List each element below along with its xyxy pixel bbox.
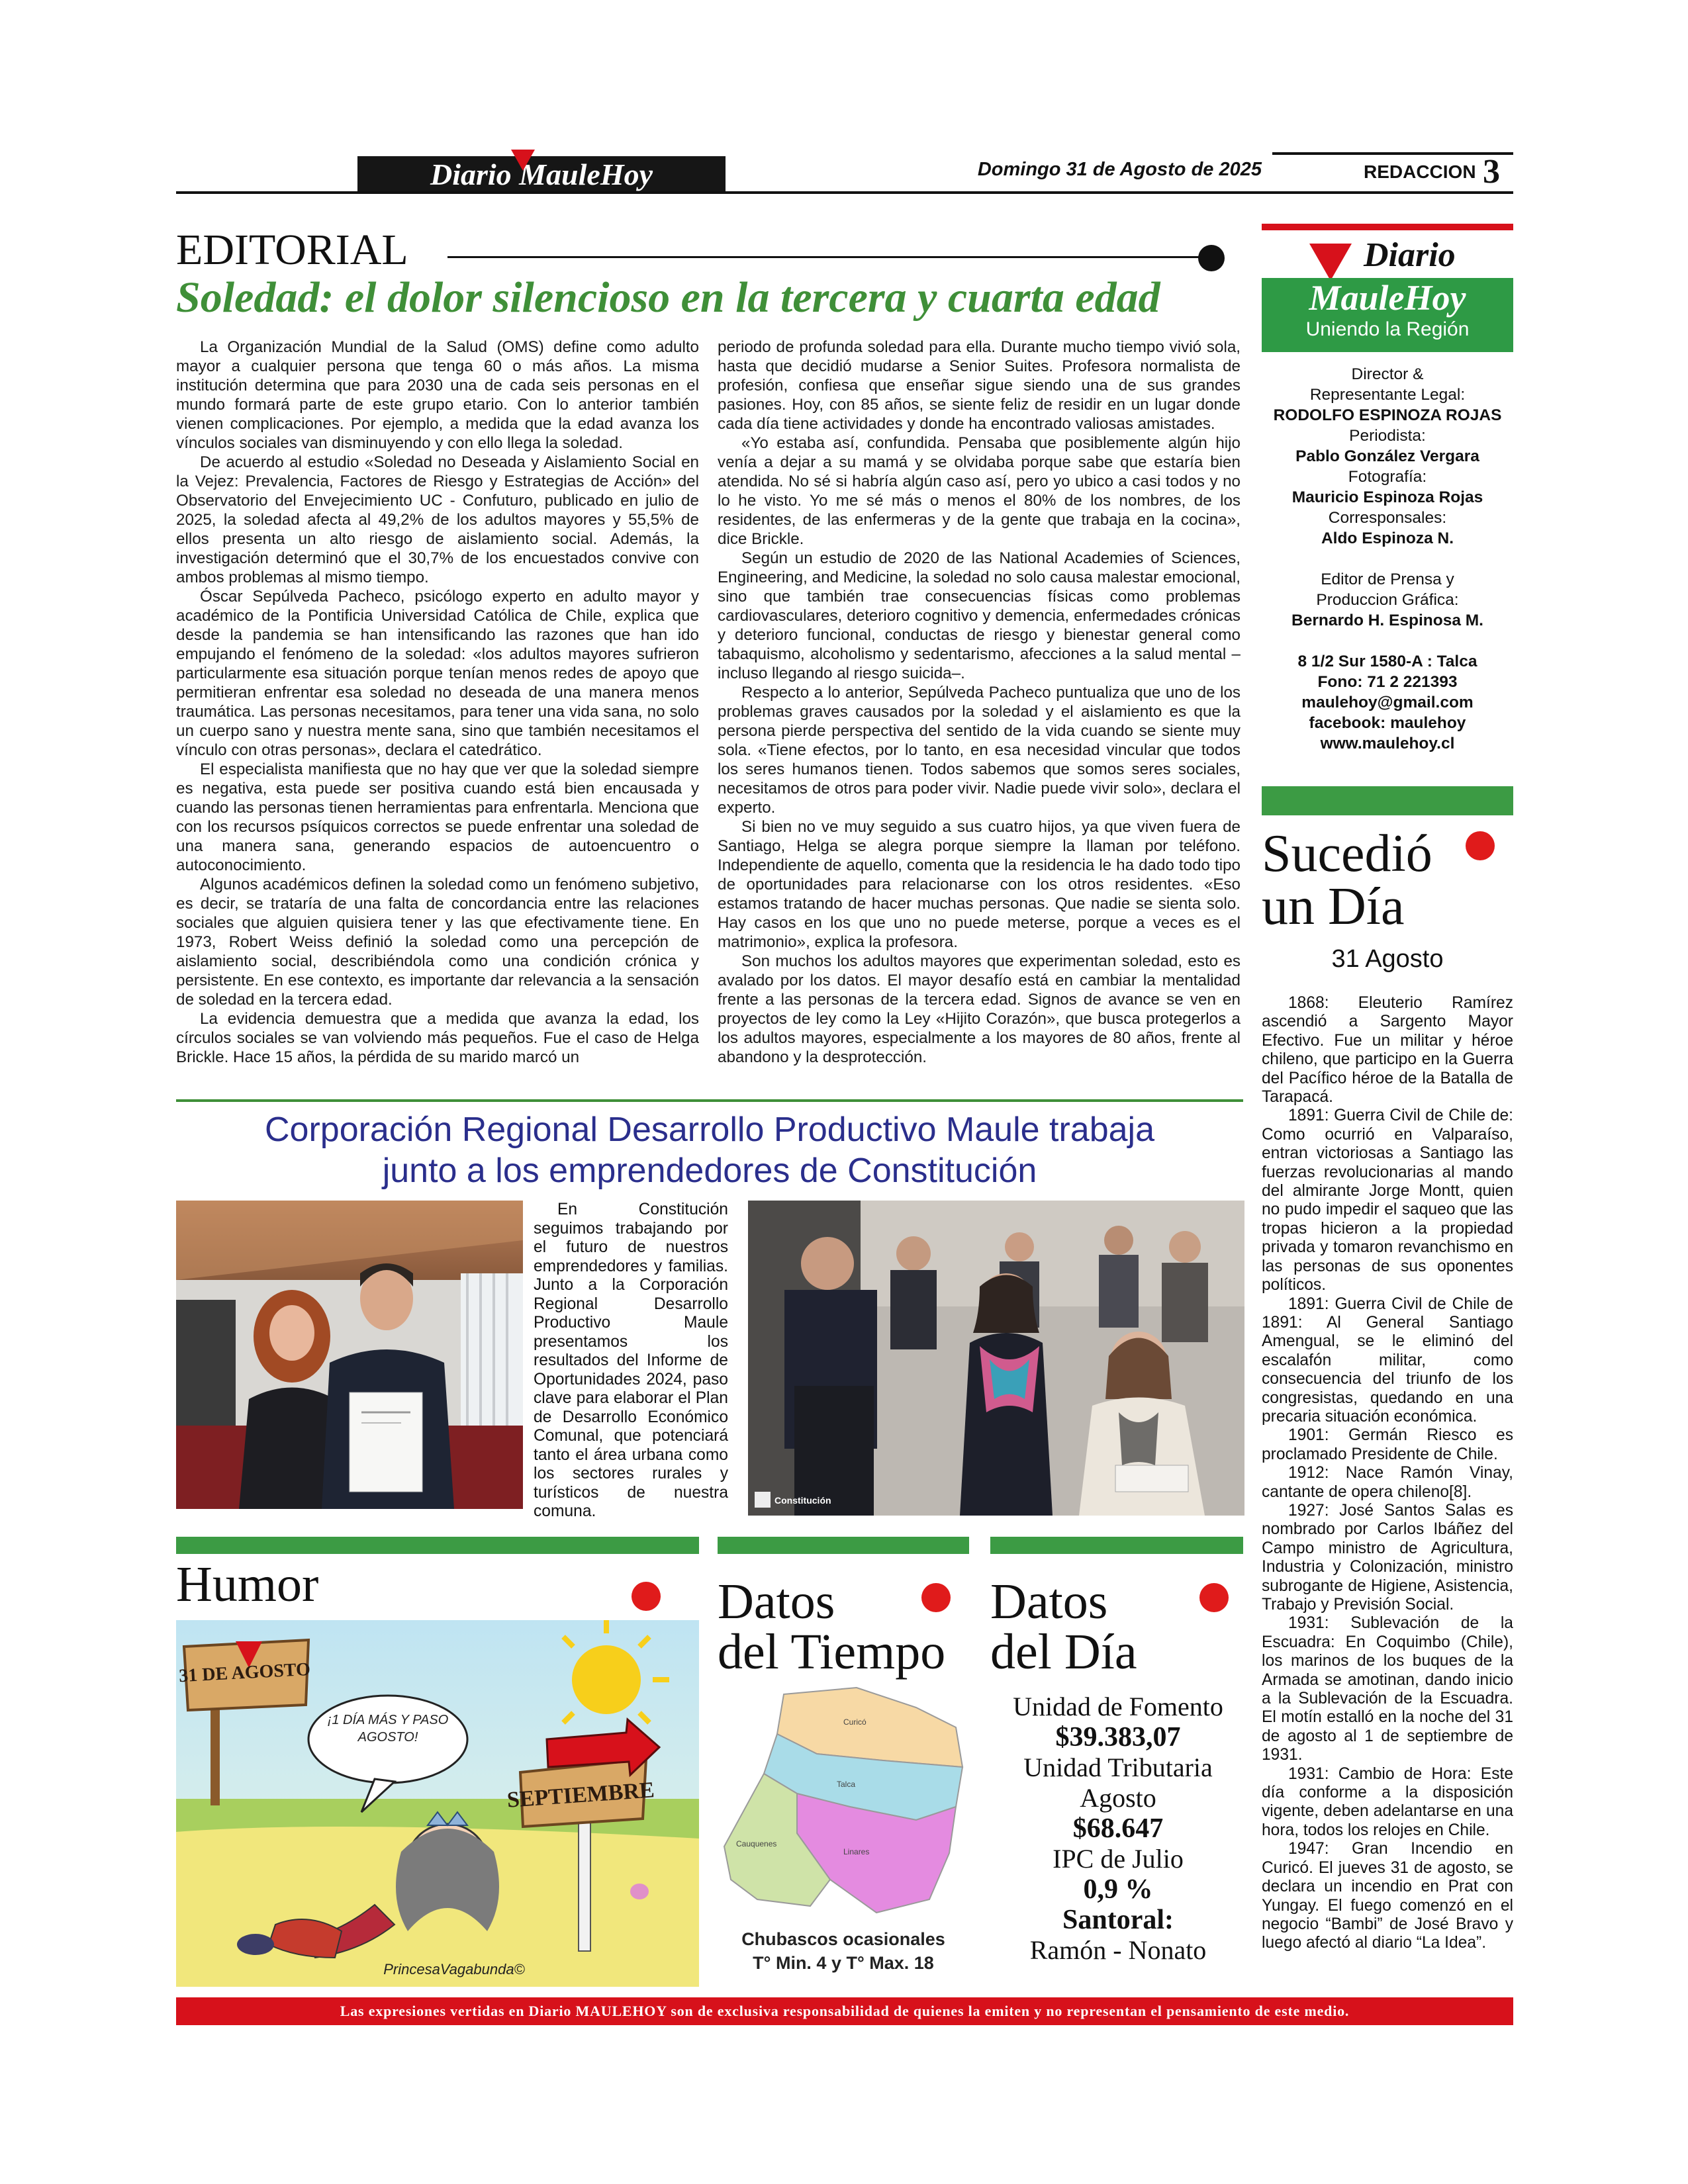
sucedio-title [1262,825,1432,936]
event-item: 1891: Guerra Civil de Chile de 1891: Al General Santiago Amengual, se le eliminó del escalafón militar, como consecuencia del triunfo de los congresistas, quedando en una precaria situación económica. [1262,1295,1513,1426]
humor-title: Humor [176,1557,319,1612]
staff-line: Representante Legal: [1309,386,1466,404]
editorial-paragraph: Óscar Sepúlveda Pacheco, psicólogo experto en adulto mayor y académico de la Pontificia Universidad Católica de Chile, explica que desde la pandemia se han intensificando las razones que han ido empujando el fenómeno de la soledad: «los adultos mayores sufrieron particularmente esa situación porque tenían menos redes de apoyo que permitieran enfrentar esa soledad no deseada de una manera menos traumática. Las personas necesitamos, para tener una vida sana, no solo un cuerpo sano y nuestra mente sana, sino que también necesitamos el vínculo con otras personas», declara el catedrático. [176,588,699,759]
sucedio-title-line-1: Sucedió [1262,825,1432,883]
humor-cartoon [176,1620,699,1987]
photo-watermark: Constitución [774,1495,831,1506]
staff-phone: Fono: 71 2 221393 [1317,673,1458,691]
footer-disclaimer: Las expresiones vertidas en Diario MAULEHOY son de exclusiva responsabilidad de quienes la emiten y no representan el pensamiento de este medio. [176,1997,1513,2025]
map-label-linares: Linares [843,1847,870,1856]
weather-caption [718,1927,969,1975]
sucedio-green-bar [1262,786,1513,815]
tiempo-red-dot [921,1583,951,1612]
tiempo-green-bar [718,1537,969,1554]
masthead-red-triangle [511,150,535,171]
event-item: 1931: Sublevación de la Escuadra: En Coquimbo (Chile), los marinos de los buques de la Armada se amotinan, dando inicio a la Sublevación de la Escuadra. El motín estalló en la noche del 31 de agosto al 1 de septiembre de 1931. [1262,1614,1513,1764]
staff-line: Director & [1351,365,1424,383]
editorial-title: Soledad: el dolor silencioso en la tercera y cuarta edad [176,273,1160,322]
datos-dia-title-line-2: del Día [990,1624,1137,1680]
staff-line: RODOLFO ESPINOZA ROJAS [1273,406,1502,424]
masthead-text: Diario MauleHoy [430,158,653,191]
humor-red-dot [632,1582,661,1611]
staff-email: maulehoy@gmail.com [1301,694,1474,711]
utm-value: $68.647 [1072,1813,1164,1844]
editorial-paragraph: periodo de profunda soledad para ella. Durante mucho tiempo vivió sola, hasta que decidió mudarse a Senior Suites. Profesora normalista de profesión, confiesa que enseñar sigue siendo una de sus grandes pasiones. Hoy, con 85 años, se siente feliz de residir en un lugar donde cada día tiene actividades y donde ha encontrado valiosas amistades. [718,338,1241,433]
corporacion-title-line-2: junto a los emprendedores de Constitución [382,1152,1037,1190]
event-item: 1901: Germán Riesco es proclamado Presidente de Chile. [1262,1426,1513,1463]
editorial-paragraph: Si bien no ve muy seguido a sus cuatro hijos, ya que viven fuera de Santiago, Helga se alegra porque siempre la llaman por teléfono. Independiente de aquello, comenta que la residencia le ha dado todo tipo de oportunidades para relacionarse con los otros residentes. «Eso estamos tratando de hacer muchas personas. Que nadie se sienta solo. Hay casos en los que uno no puede meterse, porque a veces es el matrimonio», explica la profesora. [718,818,1241,951]
ipc-value: 0,9 % [1083,1874,1153,1905]
editorial-dot [1198,245,1225,271]
corporacion-photo-handshake [176,1201,523,1509]
staff-facebook: facebook: maulehoy [1309,714,1466,732]
ipc-label: IPC de Julio [1053,1844,1184,1874]
sidebar-logo-diario: Diario [1364,236,1456,274]
sucedio-title-line-2: un Día [1262,878,1405,936]
datos-dia-green-bar [990,1537,1243,1554]
sidebar-logo [1262,278,1513,352]
staff-spacer [1262,549,1513,569]
sucedio-events [1262,994,1513,1953]
editorial-paragraph: De acuerdo al estudio «Soledad no Deseada y Aislamiento Social en la Vejez: Prevalencia, Factores de Riesgo y Estrategias de Acción» del Observatorio del Envejecimiento UC - Confuturo, publicado en julio de 2025, la soledad afecta al 49,2% de los adultos mayores y 55,5% de ellos presenta un alto riesgo de aislamiento social. Además, la investigación determinó que el 30,7% de los encuestados convive con ambos problemas al mismo tiempo. [176,453,699,586]
cartoon-sign-august: 31 DE AGOSTO [178,1659,311,1687]
sucedio-date: 31 Agosto [1331,945,1444,973]
editorial-label: EDITORIAL [176,226,408,274]
editorial-paragraph: Algunos académicos definen la soledad como un fenómeno subjetivo, es decir, se trataría de una falta de concordancia entre las relaciones sociales que alguien quisiera tener y las que efectivamente tiene. En 1973, Robert Weiss definió la soledad como una percepción de aislamiento social, describiéndola como una condición crónica y persistente. En ese contexto, es importante dar relevancia a la sensación de soledad en la tercera edad. [176,876,699,1009]
header-date: Domingo 31 de Agosto de 2025 [977,159,1262,180]
corporacion-paragraph: En Constitución seguimos trabajando por el futuro de nuestros emprendedores y familias. Junto a la Corporación Regional Desarrollo Productivo Maule presentamos los resultados del Informe de Oportunidades 2024, paso clave para elaborar el Plan de Desarrollo Económico Comunal, que potenciará tanto el área urbana como los sectores rurales y turísticos de nuestra comuna. [534,1201,728,1520]
staff-website: www.maulehoy.cl [1320,735,1455,752]
santoral-value: Ramón - Nonato [1029,1935,1207,1965]
editorial-paragraph: La Organización Mundial de la Salud (OMS) define como adulto mayor a cualquier persona que tenga 60 o más años. La misma institución determina que para 2030 una de cada seis personas en el mundo formará parte de este grupo etario. Con lo anterior también vienen complicaciones. Por ejemplo, a medida que la edad avanza los vínculos sociales van disminuyendo y con ello llega la soledad. [176,338,699,452]
cartoon-sign-september: SEPTIEMBRE [506,1778,655,1813]
event-item: 1931: Cambio de Hora: Este día conforme a la disposición vigente, deben adelantarse en una hora, todos los relojes en Chile. [1262,1764,1513,1839]
uf-value: $39.383,07 [1055,1722,1181,1752]
event-item: 1868: Eleuterio Ramírez ascendió a Sargento Mayor Efectivo. Fue un militar y héroe chileno, que participo en la Guerra del Pacífico héroe de la Batalla de Tarapacá. [1262,994,1513,1107]
editorial-paragraph: El especialista manifiesta que no hay que ver que la soledad siempre es negativa, esta puede ser positiva cuando está bien encausada y cuando las personas tienen herramientas para enfrentarla. Menciona que con los recursos psíquicos correctos se puede enfrentar una soledad de una manera sana, generando espacios de autoencuentro o autoconocimiento. [176,760,699,874]
corporacion-title-line-1: Corporación Regional Desarrollo Productivo Maule trabaja [264,1111,1155,1149]
maule-region-map [718,1681,969,1933]
sucedio-red-dot [1466,831,1495,860]
tiempo-title-line-1: Datos [718,1574,835,1629]
event-item: 1927: José Santos Salas es nombrado por Carlos Ibáñez del Campo ministro de Agricultura, Industria y Colonización, ministro subrogante de Higiene, Asistencia, Trabajo y Previsión Social. [1262,1501,1513,1614]
editorial-column-2 [718,338,1241,1067]
sidebar-red-bar [1262,224,1513,230]
utm-month: Agosto [1080,1783,1156,1813]
humor-green-bar [176,1537,699,1554]
editorial-paragraph: «Yo estaba así, confundida. Pensaba que posiblemente algún hijo venía a dejar a su mamá y se olvidaba porque sabe que estaría bien atendida. No sé si habría algún caso así, pero yo ubico a casi todos y no lo he visto. Yo me sé más o menos el 80% de los nombres, de los residentes, de las enfermeras y de la gente que trabaja en la cocina», dice Brickle. [718,434,1241,548]
staff-address: 8 1/2 Sur 1580-A : Talca [1297,653,1477,670]
staff-line: Fotografía: [1348,468,1427,486]
staff-line: Aldo Espinoza N. [1321,529,1454,547]
editorial-rule [447,256,1209,258]
section-divider [176,1099,1243,1102]
corporacion-photo-meeting [748,1201,1244,1516]
sidebar-logo-name: MauleHoy [1309,278,1466,318]
uf-label: Unidad de Fomento [1013,1692,1223,1721]
staff-line: Periodista: [1349,427,1426,445]
editorial-paragraph: Según un estudio de 2020 de las National Academies of Sciences, Engineering, and Medicine, la soledad no solo causa malestar emocional, sino que también trae consecuencias físicas como problemas cardiovasculares, deterioro cognitivo y demencia, enfermedades crónicas y deterioro funcional, conductas de riesgo y bienestar general como tabaquismo, alcoholismo y sedentarismo, afecciones a la salud mental –incluso llegando al riesgo suicida–. [718,549,1241,682]
staff-line: Produccion Gráfica: [1316,591,1459,609]
page-number: 3 [1483,153,1500,191]
staff-spacer [1262,631,1513,651]
editorial-paragraph: La evidencia demuestra que a medida que avanza la edad, los círculos sociales se van volviendo más pequeños. Fue el caso de Helga Brickle. Hace 15 años, la pérdida de su marido marcó un [176,1010,699,1066]
utm-label: Unidad Tributaria [1023,1752,1213,1782]
sidebar-staff [1262,364,1513,754]
map-label-talca: Talca [837,1780,856,1789]
sidebar-logo-slogan: Uniendo la Región [1305,318,1470,340]
datos-dia-values [989,1692,1247,1966]
weather-forecast: Chubascos ocasionales [741,1929,945,1949]
corporacion-title [176,1109,1243,1191]
map-label-cauquenes: Cauquenes [736,1839,777,1848]
datos-dia-title-line-1: Datos [990,1574,1108,1629]
weather-temps: T° Min. 4 y T° Max. 18 [753,1953,934,1973]
tiempo-title-line-2: del Tiempo [718,1624,946,1680]
staff-line: Mauricio Espinoza Rojas [1291,488,1483,506]
event-item: 1947: Gran Incendio en Curicó. El jueves 31 de agosto, se declara un incendio en Prat con Yungay. El fuego comenzó en el negocio “Bambi” de José Bravo y luego afectó al diario “La Idea”. [1262,1840,1513,1952]
header-top-rule [1272,152,1513,155]
santoral-label: Santoral: [1062,1905,1174,1935]
cartoon-speech-bubble: ¡1 DÍA MÁS Y PASO AGOSTO! [327,1713,449,1745]
editorial-column-1 [176,338,699,1067]
header-section: REDACCION [1364,161,1476,182]
sidebar-logo-red-triangle [1309,244,1352,281]
editorial-paragraph: Respecto a lo anterior, Sepúlveda Pacheco puntualiza que uno de los problemas graves causados por la soledad y el aislamiento es que la persona pierde perspectiva del sentido de la vida cuando se siente muy sola. «Tiene efectos, por lo tanto, en esa necesidad vincular que todos los seres humanos tienen. Todos sabemos que somos seres sociales, necesitamos de otros para poder vivir. Nadie puede vivir solo», declara el experto. [718,684,1241,817]
map-label-curico: Curicó [843,1717,867,1727]
datos-dia-red-dot [1199,1583,1229,1612]
masthead [357,156,726,193]
staff-line: Bernardo H. Espinosa M. [1291,612,1483,629]
staff-line: Corresponsales: [1328,509,1447,527]
header-rule [176,191,1513,194]
event-item: 1912: Nace Ramón Vinay, cantante de opera chileno[8]. [1262,1464,1513,1501]
corporacion-text [534,1201,728,1522]
staff-line: Editor de Prensa y [1321,570,1454,588]
cartoon-credit: PrincesaVagabunda© [383,1961,525,1978]
staff-line: Pablo González Vergara [1295,447,1479,465]
editorial-paragraph: Son muchos los adultos mayores que experimentan soledad, esto es avalado por los datos. El mayor desafío está en cambiar la mentalidad frente a las personas de la tercera edad. Signos de avance se ven en proyectos de ley como la Ley «Hijito Corazón», que busca protegerlos a los adultos mayores, especialmente a los mayores de 80 años, frente al abandono y la desprotección. [718,952,1241,1066]
datos-dia-title [990,1574,1137,1680]
tiempo-title [718,1574,946,1680]
event-item: 1891: Guerra Civil de Chile de: Como ocurrió en Valparaíso, entran victoriosas a Santiago las fuerzas revolucionarias al mando del almirante Jorge Montt, quien no pudo impedir el saqueo que las tropas hicieron a la propiedad privada y tomaron revanchismo en las personas de sus oponentes políticos. [1262,1107,1513,1295]
